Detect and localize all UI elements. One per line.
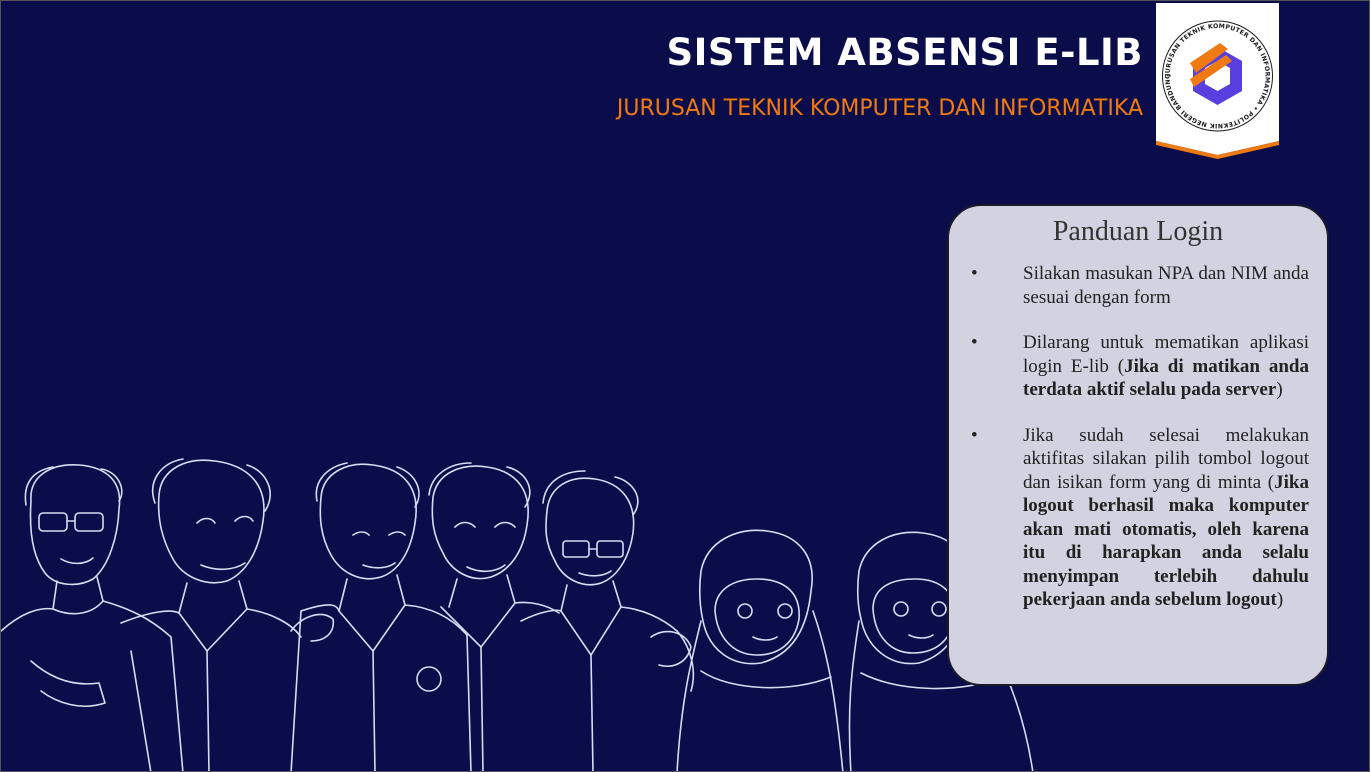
logo-ring-text: JURUSAN TEKNIK KOMPUTER DAN INFORMATIKA • POLITEKNIK NEGERI BANDUNG	[1164, 22, 1271, 130]
guide-item-emphasis: Jika logout berhasil maka komputer akan mati otomatis, oleh karena itu di harapkan anda selalu menyimpan terlebih dahulu pekerjaan anda sebelum logout	[1023, 471, 1309, 610]
guide-title: Panduan Login	[1052, 216, 1224, 247]
guide-item	[949, 424, 1331, 612]
bullet: •	[971, 424, 978, 446]
guide-item	[949, 262, 1331, 309]
login-guide-panel	[947, 204, 1329, 686]
app-title: SISTEM ABSENSI E-LIB	[666, 31, 1143, 74]
guide-list	[949, 262, 1331, 634]
department-subtitle: JURUSAN TEKNIK KOMPUTER DAN INFORMATIKA	[616, 96, 1143, 121]
guide-item-text-end: )	[1276, 379, 1283, 400]
guide-item-text-end: )	[1276, 589, 1284, 610]
guide-item-text: Dilarang untuk mematikan aplikasi login E-lib (	[1023, 332, 1309, 377]
bullet: •	[971, 332, 978, 353]
guide-item-text: Silakan masukan NPA dan NIM anda sesuai dengan form	[1023, 263, 1309, 308]
guide-item-text: Jika sudah selesai melakukan aktifitas silakan pilih tombol logout dan isikan form yang di minta (	[1023, 424, 1309, 493]
bullet: •	[971, 263, 978, 284]
guide-item-emphasis: Jika di matikan anda terdata aktif selalu pada server	[1023, 355, 1309, 400]
polban-logo	[1156, 3, 1279, 159]
guide-item	[949, 331, 1331, 402]
